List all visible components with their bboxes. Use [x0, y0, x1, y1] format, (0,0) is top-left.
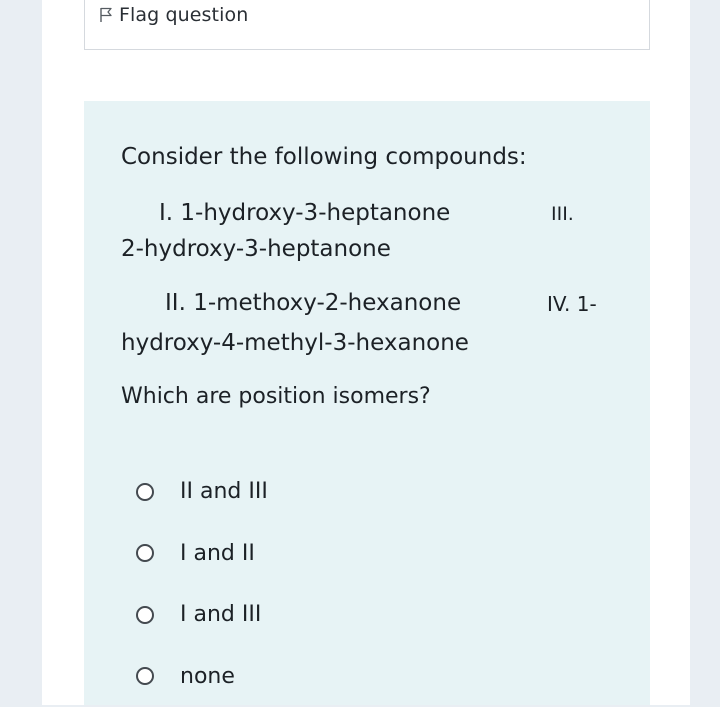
compound-ii: II. 1-methoxy-2-hexanone — [165, 287, 461, 320]
compound-i: I. 1-hydroxy-3-heptanone — [159, 197, 450, 230]
answer-label: II and III — [180, 479, 268, 504]
question-info-box — [84, 0, 650, 50]
radio-button[interactable] — [136, 667, 154, 685]
answer-option[interactable] — [136, 461, 536, 523]
compound-iii-name: 2-hydroxy-3-heptanone — [121, 233, 391, 266]
answer-option[interactable] — [136, 646, 536, 707]
answer-label: I and III — [180, 602, 261, 627]
flag-question-link[interactable] — [99, 4, 248, 26]
question-intro: Consider the following compounds: — [121, 141, 527, 174]
answer-options — [136, 461, 536, 707]
flag-outline-icon — [99, 7, 113, 23]
answer-label: none — [180, 664, 235, 689]
radio-button[interactable] — [136, 544, 154, 562]
compound-iv-label: IV. 1- — [547, 290, 597, 319]
compound-iii-label: III. — [551, 201, 574, 229]
answer-option[interactable] — [136, 523, 536, 585]
question-panel — [84, 101, 650, 705]
flag-question-label: Flag question — [119, 4, 248, 26]
answer-option[interactable] — [136, 584, 536, 646]
radio-button[interactable] — [136, 483, 154, 501]
compound-iv-name: hydroxy-4-methyl-3-hexanone — [121, 327, 469, 360]
answer-label: I and II — [180, 541, 255, 566]
radio-button[interactable] — [136, 606, 154, 624]
question-prompt: Which are position isomers? — [121, 381, 431, 413]
